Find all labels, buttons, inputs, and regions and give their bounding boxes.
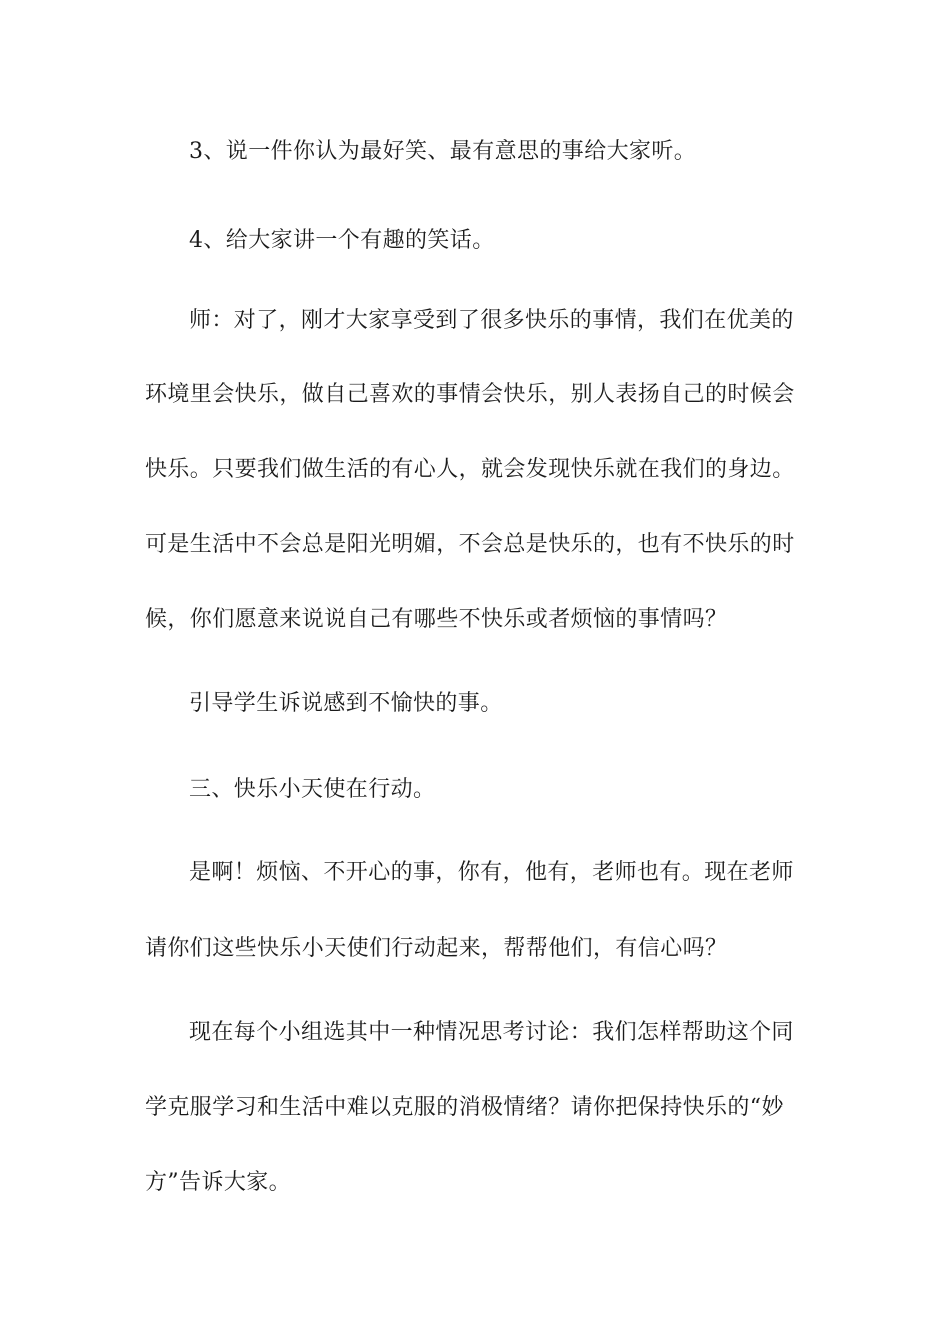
paragraph-teacher-line-1: 师：对了，刚才大家享受到了很多快乐的事情，我们在优美的	[189, 308, 794, 333]
paragraph-response-line-1: 是啊！烦恼、不开心的事，你有，他有，老师也有。现在老师	[189, 860, 794, 885]
text-line-item-4: 4、给大家讲一个有趣的笑话。	[189, 228, 495, 253]
paragraph-discussion-line-3: 方”告诉大家。	[145, 1170, 292, 1195]
paragraph-teacher-line-2: 环境里会快乐，做自己喜欢的事情会快乐，别人表扬自己的时候会	[145, 382, 795, 407]
paragraph-teacher-line-5: 候，你们愿意来说说自己有哪些不快乐或者烦恼的事情吗？	[145, 607, 728, 632]
text-line-item-3: 3、说一件你认为最好笑、最有意思的事给大家听。	[189, 139, 697, 164]
paragraph-discussion-line-2: 学克服学习和生活中难以克服的消极情绪？请你把保持快乐的“妙	[145, 1095, 784, 1120]
paragraph-response-line-2: 请你们这些快乐小天使们行动起来，帮帮他们，有信心吗？	[145, 936, 728, 961]
paragraph-teacher-line-3: 快乐。只要我们做生活的有心人，就会发现快乐就在我们的身边。	[145, 457, 795, 482]
text-line-guide: 引导学生诉说感到不愉快的事。	[189, 691, 503, 716]
paragraph-discussion-line-1: 现在每个小组选其中一种情况思考讨论：我们怎样帮助这个同	[189, 1020, 794, 1045]
section-heading-3: 三、快乐小天使在行动。	[189, 777, 436, 802]
paragraph-teacher-line-4: 可是生活中不会总是阳光明媚，不会总是快乐的，也有不快乐的时	[145, 532, 795, 557]
